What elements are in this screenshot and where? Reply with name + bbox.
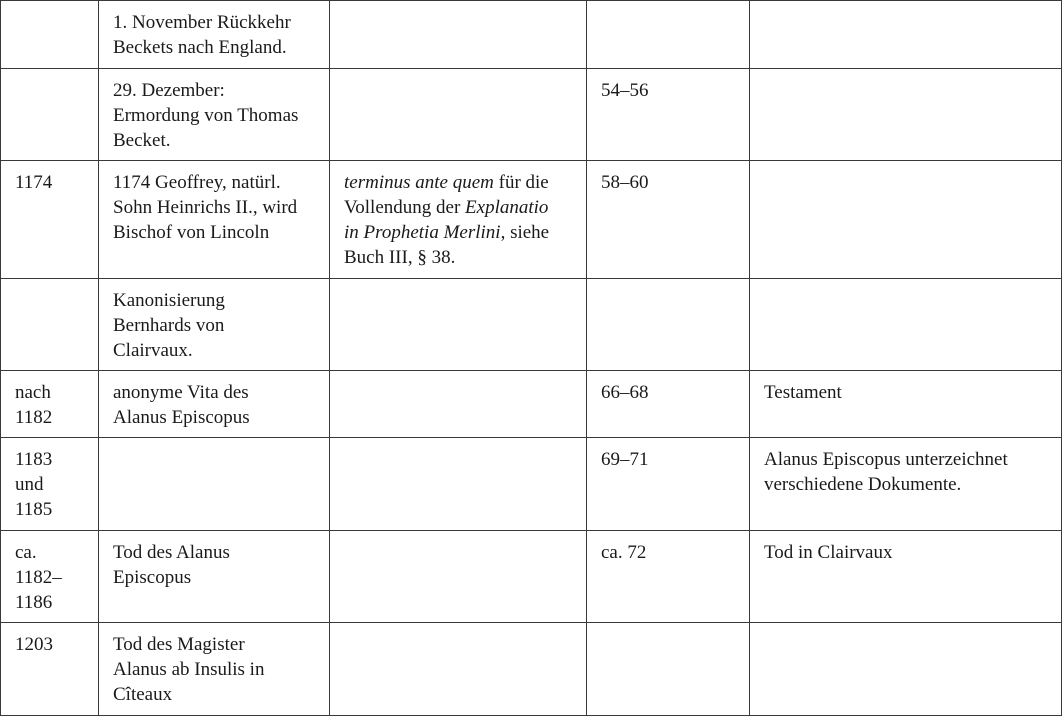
table-row	[1, 531, 1062, 623]
year-line: und	[15, 474, 44, 495]
note-cell	[750, 531, 1062, 623]
pages-text: 69–71	[601, 449, 649, 470]
remark-line	[344, 195, 572, 220]
year-cell	[1, 279, 99, 371]
pages-cell	[587, 161, 750, 279]
remark-cell	[330, 69, 587, 161]
table-row	[1, 1, 1062, 69]
event-cell	[99, 438, 330, 531]
table-row	[1, 371, 1062, 438]
pages-cell	[587, 279, 750, 371]
event-line: Becket.	[113, 130, 171, 151]
note-cell	[750, 161, 1062, 279]
year-cell	[1, 438, 99, 531]
pages-text: ca. 72	[601, 542, 647, 563]
remark-line: Buch III, § 38.	[344, 247, 456, 268]
note-cell	[750, 371, 1062, 438]
pages-cell	[587, 438, 750, 531]
year-line: 1174	[15, 172, 53, 193]
event-line: Bernhards von	[113, 315, 225, 336]
pages-text: 66–68	[601, 382, 649, 403]
event-line: Alanus Episcopus	[113, 407, 250, 428]
year-cell	[1, 531, 99, 623]
event-cell	[99, 279, 330, 371]
remark-line	[344, 220, 572, 245]
note-cell	[750, 623, 1062, 716]
note-line: Alanus Episcopus unterzeichnet	[764, 449, 1008, 470]
event-cell	[99, 371, 330, 438]
table-row	[1, 438, 1062, 531]
remark-cell	[330, 438, 587, 531]
year-line: ca.	[15, 542, 37, 563]
pages-cell	[587, 531, 750, 623]
remark-cell	[330, 623, 587, 716]
pages-cell	[587, 1, 750, 69]
year-cell	[1, 623, 99, 716]
year-line: 1183	[15, 449, 53, 470]
event-cell	[99, 1, 330, 69]
year-line: 1203	[15, 634, 53, 655]
event-line: Ermordung von Thomas	[113, 105, 299, 126]
remark-cell	[330, 1, 587, 69]
event-line: anonyme Vita des	[113, 382, 249, 403]
event-cell	[99, 531, 330, 623]
event-cell	[99, 161, 330, 279]
year-cell	[1, 161, 99, 279]
remark-italic: terminus ante quem	[344, 172, 494, 193]
table-row	[1, 69, 1062, 161]
note-cell	[750, 1, 1062, 69]
pages-cell	[587, 69, 750, 161]
event-line: Cîteaux	[113, 684, 173, 705]
event-line: Clairvaux.	[113, 340, 193, 361]
pages-text: 54–56	[601, 80, 649, 101]
year-cell	[1, 69, 99, 161]
pages-text: 58–60	[601, 172, 649, 193]
remark-cell	[330, 279, 587, 371]
remark-text: Vollendung der	[344, 197, 466, 218]
event-line: Tod des Alanus	[113, 542, 230, 563]
event-cell	[99, 69, 330, 161]
year-line: 1182	[15, 407, 53, 428]
remark-italic: Explanatio	[465, 197, 549, 218]
pages-cell	[587, 371, 750, 438]
note-line: Tod in Clairvaux	[764, 542, 893, 563]
remark-italic: in Prophetia Merlini	[344, 222, 501, 243]
remark-cell	[330, 531, 587, 623]
note-cell	[750, 69, 1062, 161]
remark-line	[344, 170, 572, 195]
remark-text: für die	[493, 172, 549, 193]
table-row	[1, 623, 1062, 716]
year-cell	[1, 1, 99, 69]
year-line: nach	[15, 382, 51, 403]
event-cell	[99, 623, 330, 716]
remark-text: , siehe	[500, 222, 550, 243]
event-line: Kanonisierung	[113, 290, 225, 311]
year-line: 1182–	[15, 567, 62, 588]
event-line: Bischof von Lincoln	[113, 222, 270, 243]
remark-cell	[330, 371, 587, 438]
note-line: Testament	[764, 382, 842, 403]
year-line: 1186	[15, 592, 53, 613]
note-cell	[750, 279, 1062, 371]
event-line: Sohn Heinrichs II., wird	[113, 197, 298, 218]
table-row	[1, 279, 1062, 371]
remark-cell	[330, 161, 587, 279]
table-row	[1, 161, 1062, 279]
event-line: Alanus ab Insulis in	[113, 659, 265, 680]
year-line: 1185	[15, 499, 53, 520]
pages-cell	[587, 623, 750, 716]
event-line: Episcopus	[113, 567, 192, 588]
event-line: Beckets nach England.	[113, 37, 287, 58]
note-line: verschiedene Dokumente.	[764, 474, 962, 495]
event-line: 1174 Geoffrey, natürl.	[113, 172, 281, 193]
year-cell	[1, 371, 99, 438]
event-line: Tod des Magister	[113, 634, 245, 655]
event-line: 29. Dezember:	[113, 80, 225, 101]
note-cell	[750, 438, 1062, 531]
event-line: 1. November Rückkehr	[113, 12, 291, 33]
